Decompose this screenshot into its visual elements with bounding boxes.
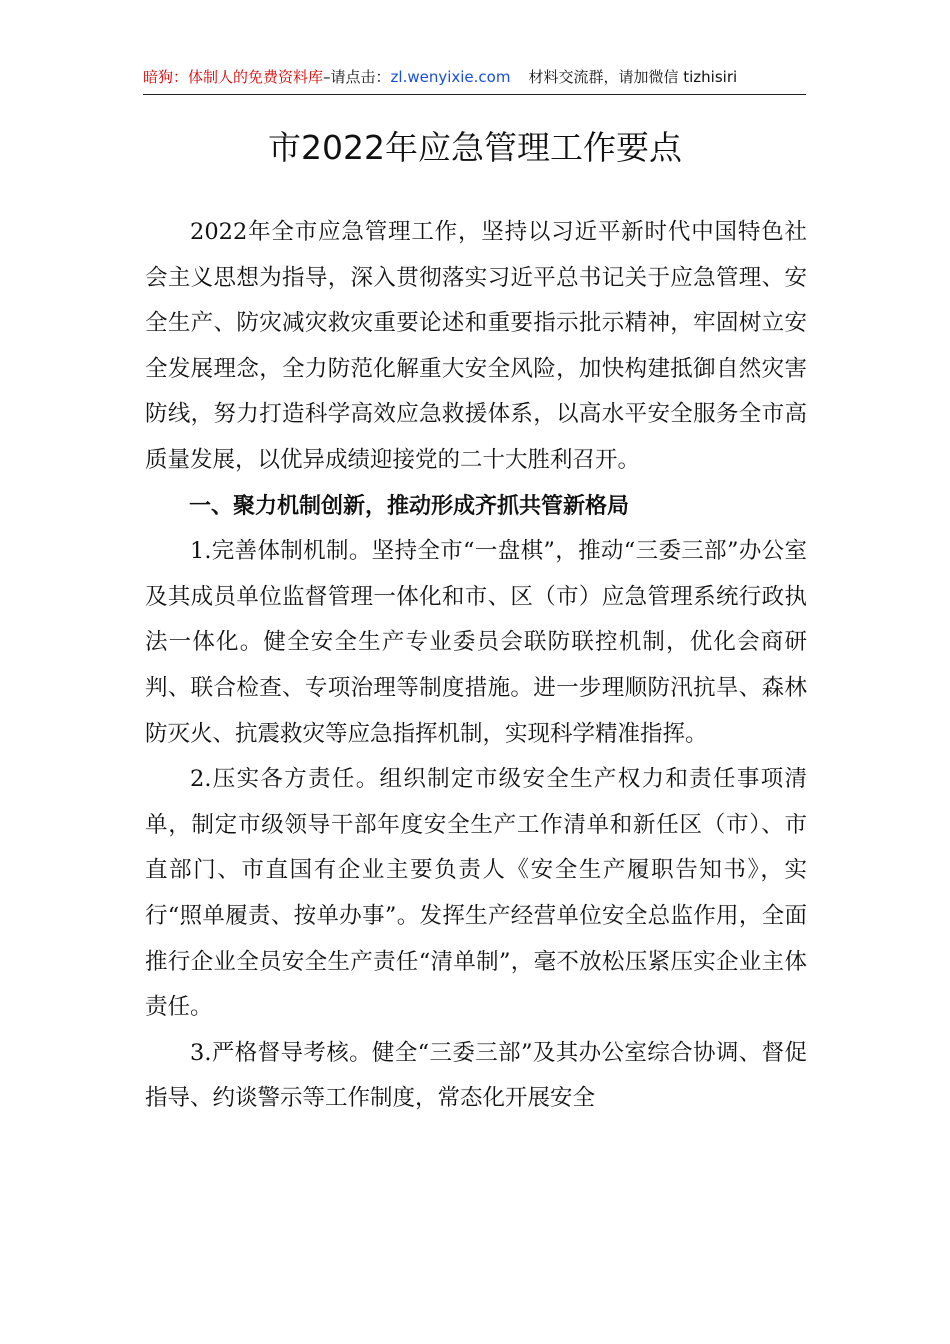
header-click-text: –请点击：: [323, 68, 391, 86]
item-3-paragraph: 3.严格督导考核。健全“三委三部”及其办公室综合协调、督促指导、约谈警示等工作制度，常态化开展安全: [145, 1039, 807, 1112]
item-2-paragraph: 2.压实各方责任。组织制定市级安全生产权力和责任事项清单，制定市级领导干部年度安全生产工作清单和新任区（市）、市直部门、市直国有企业主要负责人《安全生产履职告知书》，实行“照单履责、按单办事”。发挥生产经营单位安全总监作用，全面推行企业全员安全生产责任“清单制”，毫不放松压紧压实企业主体责任。: [145, 766, 807, 1021]
document-body: [145, 210, 807, 1122]
item-1-paragraph: 1.完善体制机制。坚持全市“一盘棋”，推动“三委三部”办公室及其成员单位监督管理一体化和市、区（市）应急管理系统行政执法一体化。健全安全生产专业委员会联防联控机制，优化会商研判、联合检查、专项治理等制度措施。进一步理顺防汛抗旱、森林防灭火、抗震救灾等应急指挥机制，实现科学精准指挥。: [145, 538, 807, 747]
intro-paragraph: 2022年全市应急管理工作，坚持以习近平新时代中国特色社会主义思想为指导，深入贯彻落实习近平总书记关于应急管理、安全生产、防灾减灾救灾重要论述和重要指示批示精神，牢固树立安全发展理念，全力防范化解重大安全风险，加快构建抵御自然灾害防线，努力打造科学高效应急救援体系，以高水平安全服务全市高质量发展，以优异成绩迎接党的二十大胜利召开。: [145, 219, 807, 473]
header-url-link[interactable]: zl.wenyixie.com: [390, 68, 511, 86]
section-1-heading: 一、聚力机制创新，推动形成齐抓共管新格局: [189, 493, 630, 519]
header-wechat-text: 材料交流群，请加微信 tizhisiri: [528, 68, 738, 86]
header-site-name: 暗狗：体制人的免费资料库: [143, 68, 324, 86]
page-header: [143, 60, 806, 95]
document-title: 市2022年应急管理工作要点: [268, 128, 682, 167]
